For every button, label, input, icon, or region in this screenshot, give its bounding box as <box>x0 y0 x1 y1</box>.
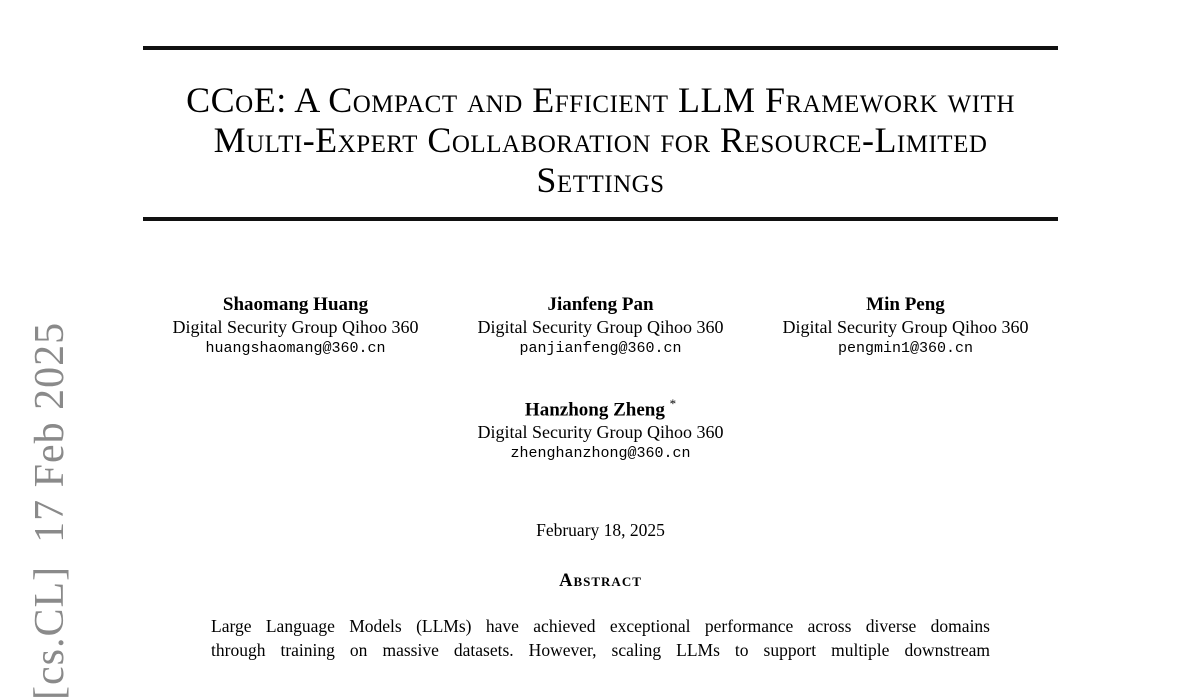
title-rule-top <box>143 46 1058 50</box>
abstract-line-1: Large Language Models (LLMs) have achieved exceptional performance across diverse domains <box>211 616 990 637</box>
author-block <box>143 393 1058 465</box>
abstract-body <box>211 614 990 662</box>
author-name-text: Hanzhong Zheng <box>524 399 665 421</box>
author-affiliation: Digital Security Group Qihoo 360 <box>172 317 419 337</box>
abstract-heading: Abstract <box>559 571 642 592</box>
author-name: Min Peng <box>866 294 945 315</box>
author-email: panjianfeng@360.cn <box>519 340 682 357</box>
authors-row-2 <box>143 393 1058 465</box>
author-block <box>448 294 753 360</box>
author-email: huangshaomang@360.cn <box>205 340 386 357</box>
paper-title-line-3: Settings <box>536 160 665 200</box>
author-affiliation: Digital Security Group Qihoo 360 <box>477 317 724 337</box>
author-affiliation: Digital Security Group Qihoo 360 <box>782 317 1029 337</box>
author-name: Jianfeng Pan <box>547 294 654 315</box>
author-footnote-marker: * <box>669 396 677 411</box>
author-affiliation: Digital Security Group Qihoo 360 <box>477 422 724 443</box>
author-name: Shaomang Huang <box>222 294 369 315</box>
paper-title <box>143 80 1058 200</box>
author-block <box>143 294 448 360</box>
paper-page <box>143 46 1058 662</box>
author-block <box>753 294 1058 360</box>
author-name <box>143 393 1058 421</box>
author-email: pengmin1@360.cn <box>837 340 974 357</box>
title-rule-bottom <box>143 217 1058 221</box>
paper-date: February 18, 2025 <box>536 520 665 541</box>
author-email: zhenghanzhong@360.cn <box>510 445 691 463</box>
abstract-line-2: through training on massive datasets. However, scaling LLMs to support multiple downstream <box>211 640 990 661</box>
paper-title-line-1: CCoE: A Compact and Efficient LLM Framework with <box>186 80 1015 120</box>
paper-title-line-2: Multi-Expert Collaboration for Resource-Limited <box>213 120 988 160</box>
arxiv-stamp: [cs.CL] 17 Feb 2025 <box>27 321 73 700</box>
authors-row-1 <box>143 294 1058 360</box>
